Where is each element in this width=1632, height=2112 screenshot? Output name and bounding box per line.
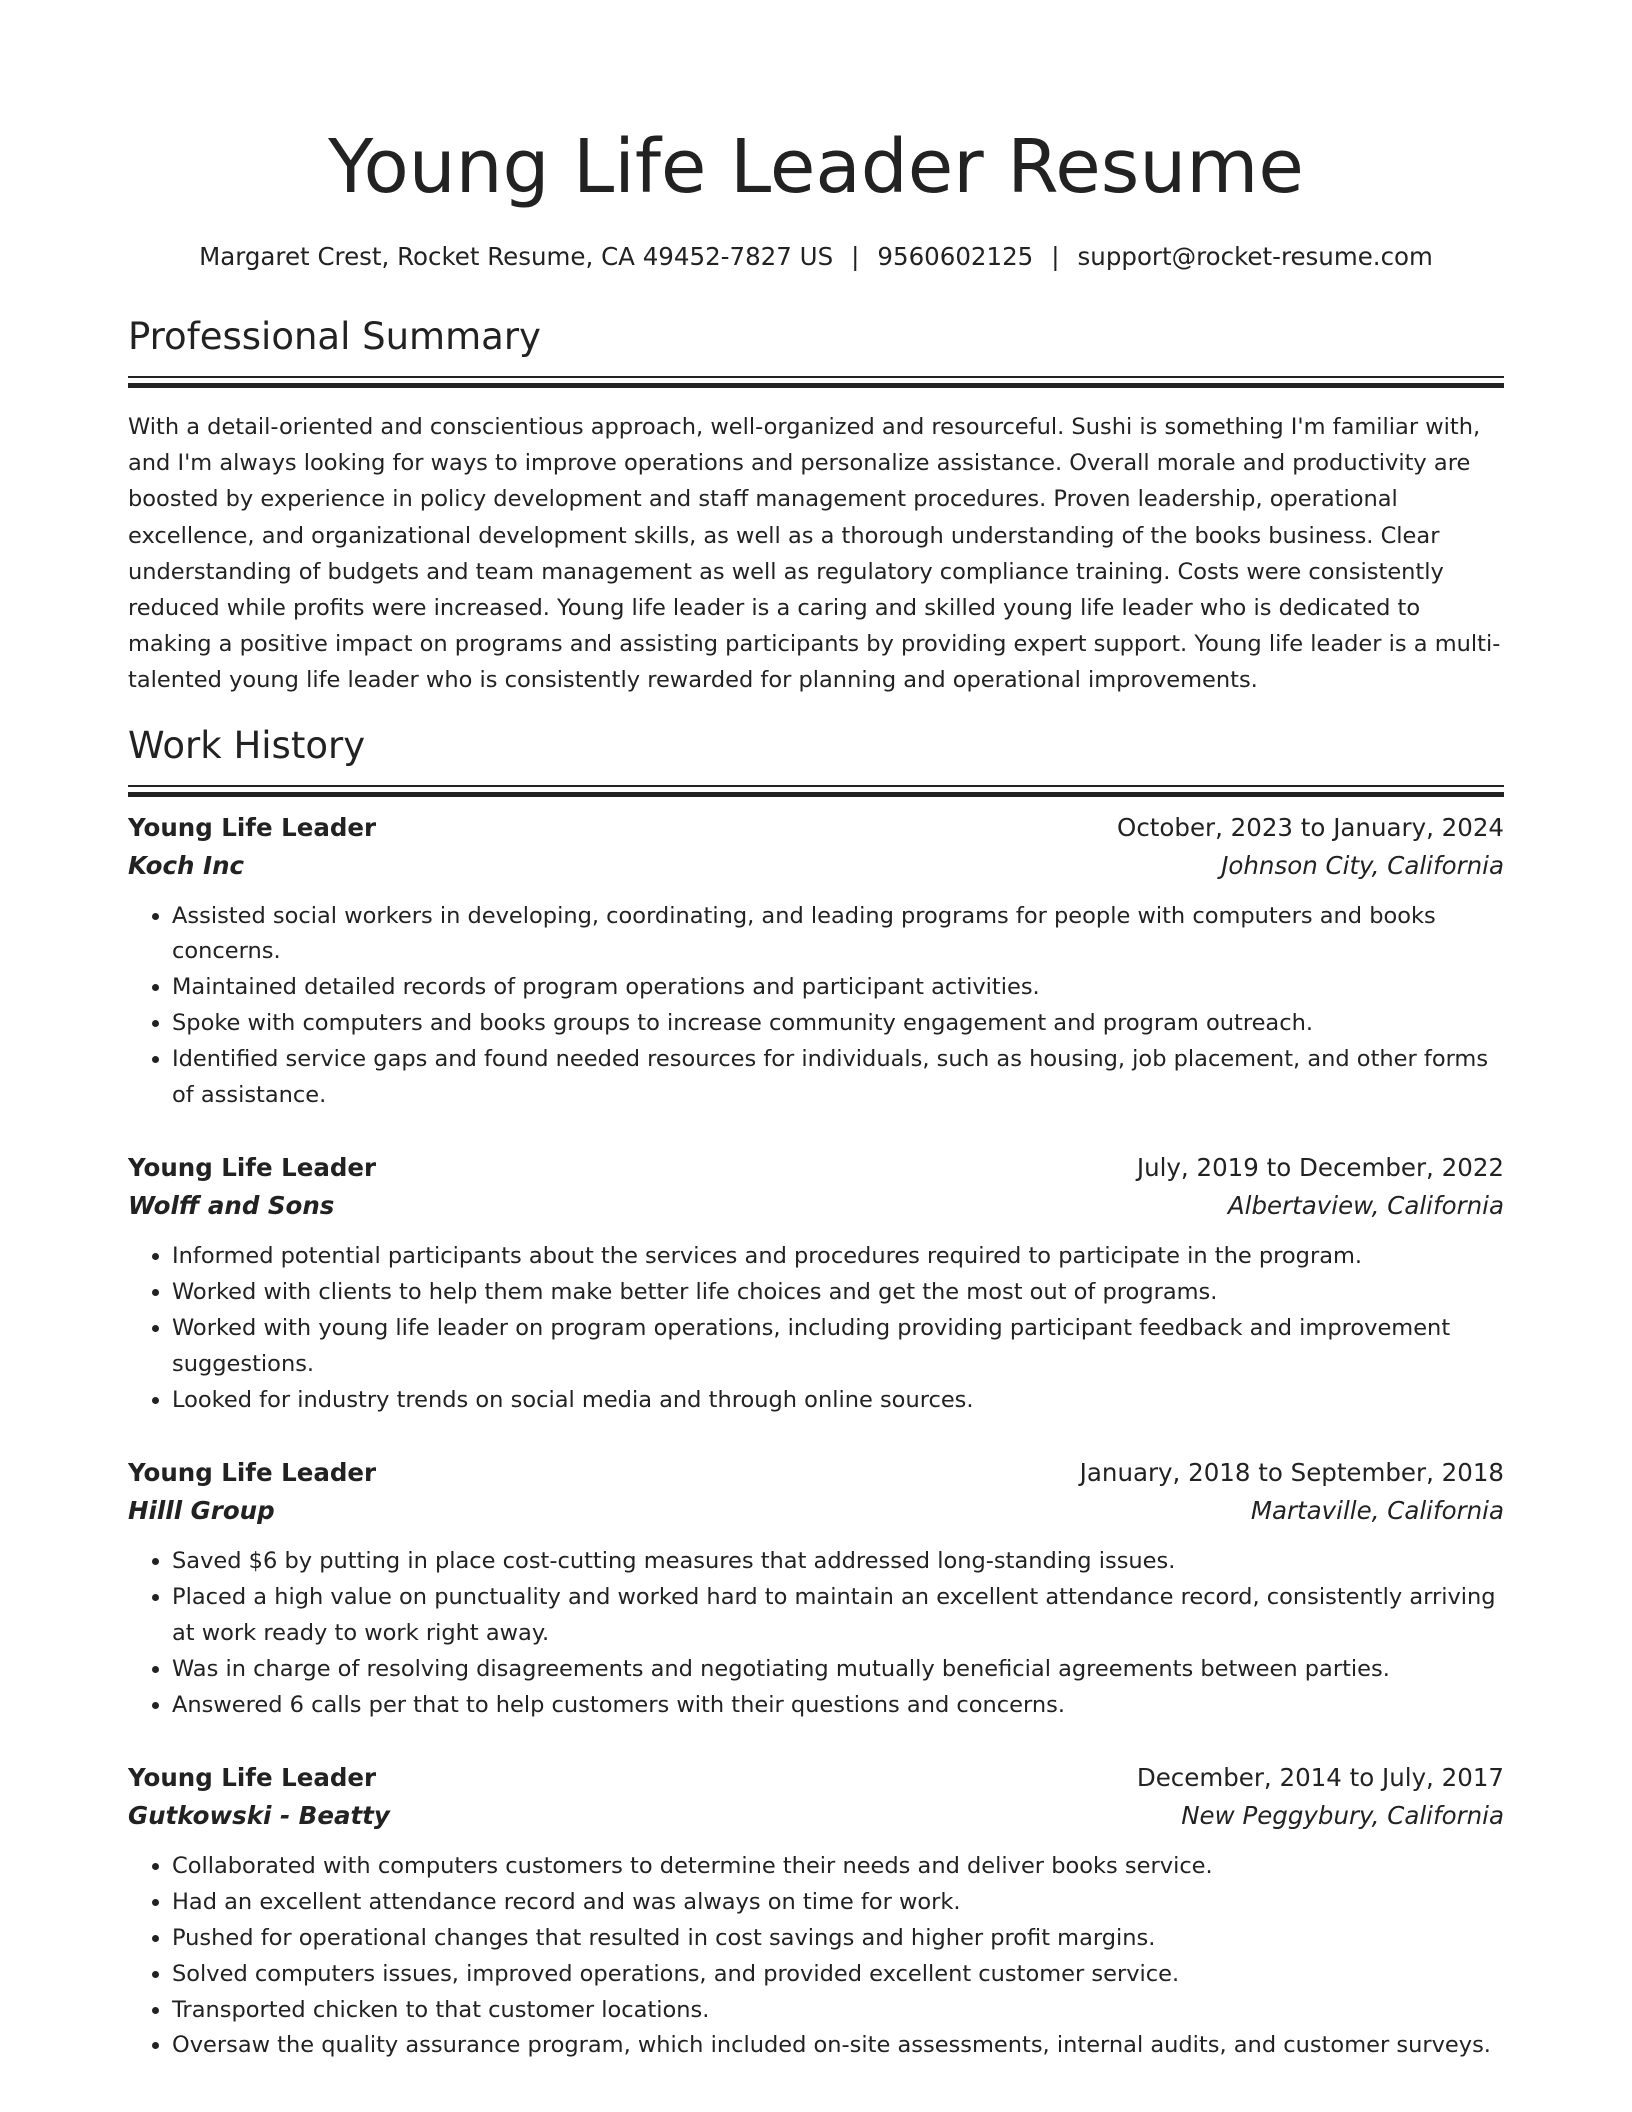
job-dates: October, 2023 to January, 2024 — [1117, 812, 1504, 842]
section-divider — [128, 376, 1504, 378]
job-duties-list — [128, 1239, 1504, 1418]
section-divider — [128, 785, 1504, 787]
job-header — [128, 1759, 1504, 1797]
section-heading-work-history: Work History — [128, 723, 366, 767]
job-duty-item: • Oversaw the quality assurance program, which included on-site assessments, internal audits, and customer surveys. — [172, 2028, 1504, 2064]
job-duty-item: • Informed potential participants about the services and procedures required to participate in the program. — [172, 1239, 1504, 1275]
job-dates: January, 2018 to September, 2018 — [1079, 1458, 1504, 1488]
work-history-section — [128, 723, 1504, 2065]
job-duties-list — [128, 899, 1504, 1114]
job-duty-item: • Worked with young life leader on program operations, including providing participant feedback and improvement suggestions. — [172, 1311, 1504, 1383]
job-dates: December, 2014 to July, 2017 — [1136, 1763, 1504, 1793]
job-title: Young Life Leader — [128, 1458, 377, 1488]
job-location: Johnson City, California — [1221, 850, 1504, 880]
job-header — [128, 809, 1504, 847]
job-company: Koch Inc — [128, 850, 245, 880]
job-dates: July, 2019 to December, 2022 — [1136, 1153, 1504, 1183]
job-title: Young Life Leader — [128, 1763, 377, 1793]
job-company: Gutkowski - Beatty — [128, 1801, 390, 1831]
resume-title: Young Life Leader Resume — [328, 124, 1304, 210]
contact-line — [128, 240, 1504, 274]
job-duty-item: • Was in charge of resolving disagreements and negotiating mutually beneficial agreements between parties. — [172, 1652, 1504, 1688]
job-duty-item: • Worked with clients to help them make better life choices and get the most out of programs. — [172, 1275, 1504, 1311]
job-location: Albertaview, California — [1227, 1191, 1504, 1221]
job-duty-item: • Maintained detailed records of program operations and participant activities. — [172, 970, 1504, 1006]
job-entry — [128, 1149, 1504, 1418]
job-duty-item: • Pushed for operational changes that resulted in cost savings and higher profit margins. — [172, 1921, 1504, 1957]
job-company: Wolff and Sons — [128, 1191, 335, 1221]
contact-phone: 9560602125 — [877, 242, 1034, 271]
job-subheader — [128, 1492, 1504, 1530]
job-duty-item: • Assisted social workers in developing, coordinating, and leading programs for people with computers and books concerns. — [172, 899, 1504, 971]
job-duty-item: • Had an excellent attendance record and was always on time for work. — [172, 1885, 1504, 1921]
job-duty-item: • Solved computers issues, improved operations, and provided excellent customer service. — [172, 1957, 1504, 1993]
professional-summary-section — [128, 314, 1504, 699]
contact-email: support@rocket-resume.com — [1077, 242, 1433, 271]
job-entry — [128, 1454, 1504, 1723]
job-duties-list — [128, 1544, 1504, 1723]
job-entry — [128, 1759, 1504, 2064]
job-subheader — [128, 847, 1504, 885]
job-header — [128, 1149, 1504, 1187]
job-duty-item: • Placed a high value on punctuality and worked hard to maintain an excellent attendance record, consistently arriving at work ready to work right away. — [172, 1580, 1504, 1652]
job-company: Hilll Group — [128, 1496, 275, 1526]
job-duty-item: • Collaborated with computers customers to determine their needs and deliver books service. — [172, 1849, 1504, 1885]
job-duties-list — [128, 1849, 1504, 2064]
job-location: New Peggybury, California — [1181, 1801, 1504, 1831]
job-duty-item: • Transported chicken to that customer locations. — [172, 1993, 1504, 2029]
job-duty-item: • Saved $6 by putting in place cost-cutting measures that addressed long-standing issues. — [172, 1544, 1504, 1580]
job-duty-item: • Answered 6 calls per that to help customers with their questions and concerns. — [172, 1688, 1504, 1724]
section-heading-summary: Professional Summary — [128, 315, 541, 358]
contact-separator: | — [1051, 242, 1060, 271]
job-duty-item: • Looked for industry trends on social media and through online sources. — [172, 1383, 1504, 1419]
job-duty-item: • Identified service gaps and found needed resources for individuals, such as housing, job placement, and other forms of assistance. — [172, 1042, 1504, 1114]
job-title: Young Life Leader — [128, 812, 377, 842]
job-title: Young Life Leader — [128, 1153, 377, 1183]
job-entry — [128, 809, 1504, 1114]
contact-address: Margaret Crest, Rocket Resume, CA 49452-7827 US — [199, 242, 834, 271]
job-header — [128, 1454, 1504, 1492]
job-subheader — [128, 1187, 1504, 1225]
job-subheader — [128, 1797, 1504, 1835]
job-duty-item: • Spoke with computers and books groups to increase community engagement and program outreach. — [172, 1006, 1504, 1042]
contact-separator: | — [851, 242, 860, 271]
summary-paragraph: With a detail-oriented and conscientious approach, well-organized and resourceful. Sushi is something I'm familiar with, and I'm always looking for ways to improve operations and personalize assistance. Overall morale and productivity are boosted by experience in policy development and staff management procedures. Proven leadership, operational excellence, and organizational development skills, as well as a thorough understanding of the books business. Clear understanding of budgets and team management as well as regulatory compliance training. Costs were consistently reduced while profits were increased. Young life leader is a caring and skilled young life leader who is dedicated to making a positive impact on programs and assisting participants by providing expert support. Young life leader is a multi-talented young life leader who is consistently rewarded for planning and operational improvements. — [128, 414, 1501, 694]
job-location: Martaville, California — [1250, 1496, 1504, 1526]
